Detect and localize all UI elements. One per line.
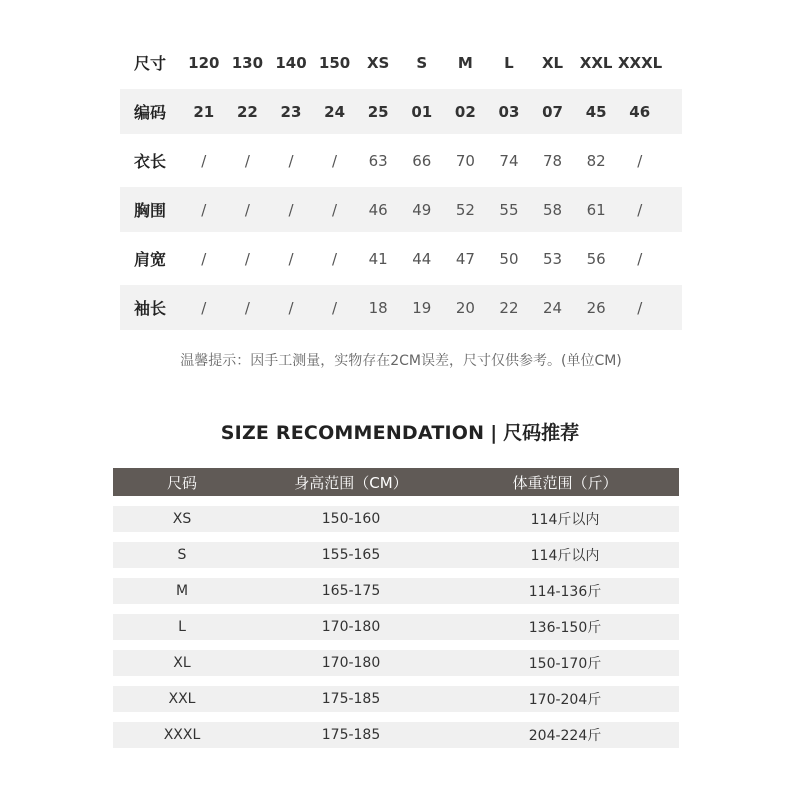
row-label: 胸围 xyxy=(134,201,167,220)
measure-cell: 55 xyxy=(499,200,519,219)
section-title xyxy=(0,418,800,445)
cell-size: M xyxy=(175,583,189,599)
row-label: 编码 xyxy=(134,103,167,122)
cell-weight: 114斤以内 xyxy=(530,512,600,528)
row-label: 尺寸 xyxy=(134,54,167,73)
measure-cell: 19 xyxy=(412,298,432,317)
measure-cell: / xyxy=(332,298,338,317)
cell-height: 175-185 xyxy=(321,691,381,707)
table-header xyxy=(113,468,679,496)
table-row xyxy=(113,542,679,568)
measure-cell: 61 xyxy=(586,200,606,219)
size-chart-table xyxy=(120,40,682,370)
size-cell: XL xyxy=(541,53,564,72)
measure-cell: 63 xyxy=(368,151,388,170)
measure-cell: / xyxy=(288,249,294,268)
measure-cell: 49 xyxy=(412,200,432,219)
measure-cell: / xyxy=(288,200,294,219)
cell-weight: 204-224斤 xyxy=(528,728,602,744)
measure-cell: / xyxy=(201,151,207,170)
measure-cell: / xyxy=(244,151,250,170)
measure-cell: / xyxy=(244,200,250,219)
code-cell: 46 xyxy=(629,102,651,121)
cell-weight: 170-204斤 xyxy=(528,692,602,708)
table-row xyxy=(113,614,679,640)
row-label: 衣长 xyxy=(134,152,167,171)
measure-cell: 22 xyxy=(499,298,519,317)
measure-cell: 78 xyxy=(543,151,563,170)
measure-cell: / xyxy=(288,298,294,317)
header-weight: 体重范围（斤） xyxy=(512,473,618,492)
table-row xyxy=(113,686,679,712)
measure-cell: 41 xyxy=(368,249,388,268)
chest-row xyxy=(120,187,682,232)
measure-cell: / xyxy=(332,151,338,170)
cell-height: 155-165 xyxy=(321,547,381,563)
code-cell: 22 xyxy=(236,102,258,121)
measure-cell: 24 xyxy=(543,298,563,317)
measure-cell: / xyxy=(637,151,643,170)
code-cell: 25 xyxy=(367,102,389,121)
code-cell: 45 xyxy=(585,102,607,121)
title-chinese: 尺码推荐 xyxy=(503,422,580,444)
size-cell: 120 xyxy=(188,53,220,72)
code-row xyxy=(120,89,682,134)
size-cell: 150 xyxy=(318,53,351,72)
table-row xyxy=(113,650,679,676)
cell-size: XXL xyxy=(168,691,196,707)
measure-cell: 56 xyxy=(586,249,606,268)
measure-cell: 52 xyxy=(455,200,475,219)
size-cell: M xyxy=(457,53,473,72)
size-cell: 140 xyxy=(275,53,307,72)
code-cell: 24 xyxy=(324,102,346,121)
cell-size: XS xyxy=(172,511,192,527)
table-row xyxy=(113,722,679,748)
size-cell: XXXL xyxy=(617,53,663,72)
code-cell: 02 xyxy=(454,102,476,121)
cell-size: XXXL xyxy=(163,727,201,743)
cell-height: 170-180 xyxy=(321,619,381,635)
size-row xyxy=(120,40,682,85)
cell-weight: 150-170斤 xyxy=(528,656,602,672)
measure-cell: 46 xyxy=(368,200,388,219)
measure-cell: 53 xyxy=(543,249,563,268)
size-cell: XXL xyxy=(579,53,613,72)
measure-cell: 50 xyxy=(499,249,519,268)
cell-height: 150-160 xyxy=(321,511,381,527)
measure-cell: / xyxy=(244,298,250,317)
cell-height: 175-185 xyxy=(321,727,381,743)
code-cell: 03 xyxy=(498,102,520,121)
header-height: 身高范围（CM） xyxy=(294,473,408,492)
measure-cell: 82 xyxy=(586,151,606,170)
cell-size: S xyxy=(177,547,187,563)
table-row xyxy=(113,578,679,604)
cell-weight: 114-136斤 xyxy=(528,584,602,600)
cell-weight: 136-150斤 xyxy=(528,620,602,636)
measure-cell: 58 xyxy=(543,200,563,219)
measure-cell: / xyxy=(637,298,643,317)
measure-cell: / xyxy=(637,249,643,268)
cell-size: L xyxy=(178,619,186,635)
size-recommendation-table xyxy=(113,468,679,748)
sleeve-row xyxy=(120,285,682,330)
measure-cell: / xyxy=(637,200,643,219)
measurement-note: 温馨提示：因手工测量，实物存在2CM误差，尺寸仅供参考。(单位CM) xyxy=(180,353,622,369)
shoulder-row xyxy=(120,236,682,281)
size-cell: L xyxy=(504,53,514,72)
title-separator: | xyxy=(490,422,498,444)
measure-cell: / xyxy=(244,249,250,268)
measure-cell: / xyxy=(201,298,207,317)
size-cell: XS xyxy=(366,53,390,72)
cell-size: XL xyxy=(173,655,191,671)
cell-weight: 114斤以内 xyxy=(530,548,600,564)
measure-cell: 74 xyxy=(499,151,519,170)
length-row xyxy=(120,138,682,183)
size-cell: 130 xyxy=(231,53,264,72)
measure-cell: 70 xyxy=(455,151,475,170)
header-size: 尺码 xyxy=(166,473,197,492)
code-cell: 01 xyxy=(411,102,433,121)
measure-cell: / xyxy=(201,249,207,268)
code-cell: 23 xyxy=(280,102,302,121)
measure-cell: 44 xyxy=(412,249,432,268)
measure-cell: / xyxy=(288,151,294,170)
measure-cell: 47 xyxy=(455,249,475,268)
measure-cell: 66 xyxy=(412,151,432,170)
row-label: 肩宽 xyxy=(134,250,167,269)
measure-cell: / xyxy=(332,249,338,268)
code-cell: 07 xyxy=(542,102,563,121)
measure-cell: / xyxy=(201,200,207,219)
cell-height: 165-175 xyxy=(321,583,381,599)
code-cell: 21 xyxy=(193,102,215,121)
measure-cell: / xyxy=(332,200,338,219)
measure-cell: 26 xyxy=(586,298,606,317)
size-cell: S xyxy=(416,53,428,72)
row-label: 袖长 xyxy=(134,299,167,318)
title-english: SIZE RECOMMENDATION xyxy=(220,422,485,444)
measure-cell: 20 xyxy=(455,298,475,317)
cell-height: 170-180 xyxy=(321,655,381,671)
measure-cell: 18 xyxy=(368,298,388,317)
table-row xyxy=(113,506,679,532)
